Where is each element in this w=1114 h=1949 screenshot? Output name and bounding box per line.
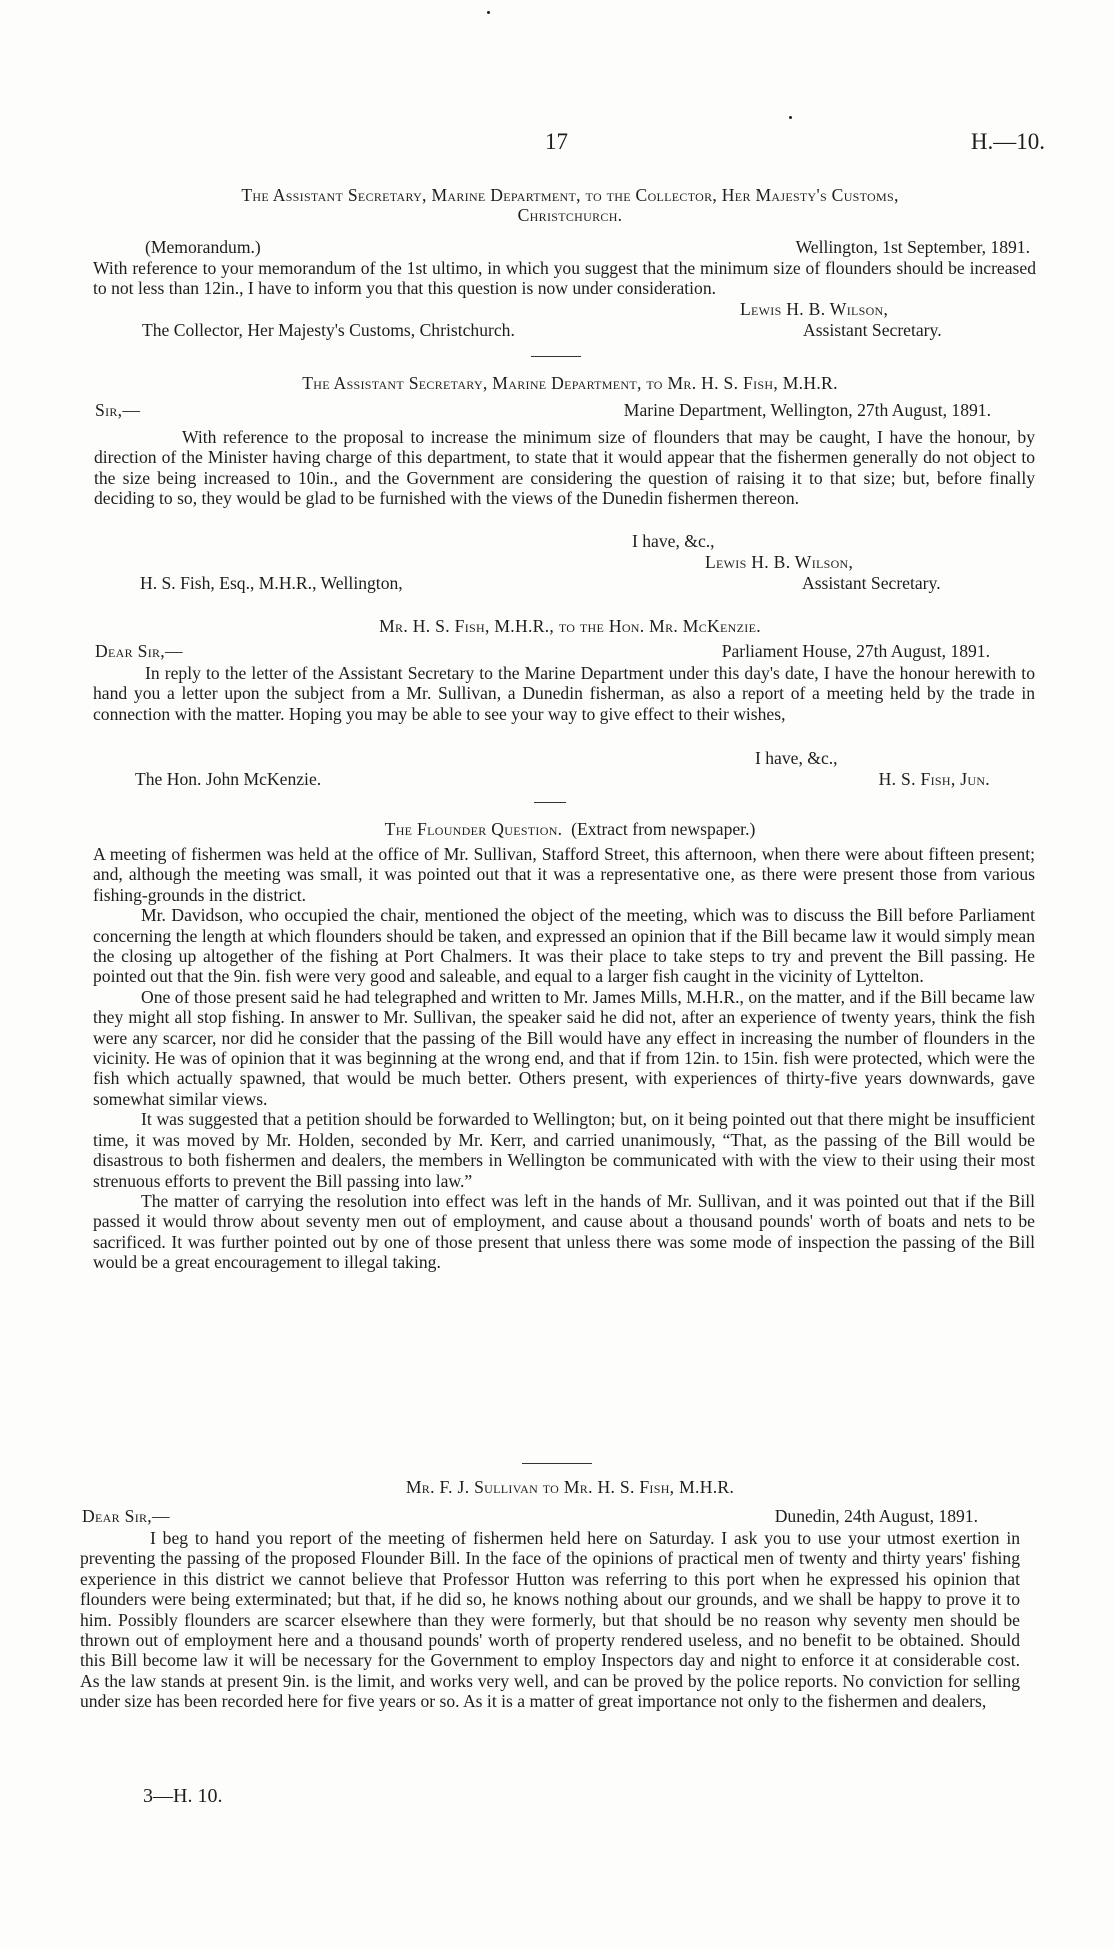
letter-signature: H. S. Fish, Jun.: [878, 769, 990, 789]
print-speck: [487, 11, 490, 14]
letter-body: I beg to hand you report of the meeting of fishermen held here on Saturday. I ask you to use your utmost exertion in preventing the passing of the proposed Flounder Bill. In the face of the opinions of practical men of twenty and thirty years' fishing experience in this district we cannot believe that Professor Hutton was referring to this port when he expressed his opinion that flounders were being exterminated; but that, if he did so, he knows nothing about our grounds, and we shall be happy to prove it to him. Possibly flounders are scarcer elsewhere than they were formerly, but that should be no reason why seventy men should be thrown out of employment here and a thousand pounds' worth of property rendered useless, and no benefit to be obtained. Should this Bill become law it will be necessary for the Government to employ Inspectors day and night to enforce it at considerable cost. As the law stands at present 9in. is the limit, and works very well, and can be proved by the police reports. No conviction for selling under size has been recorded here for five years or so. As it is a matter of great importance not only to the fishermen and dealers,: [80, 1528, 1020, 1712]
extract-paragraph: A meeting of fishermen was held at the office of Mr. Sullivan, Stafford Street, this afternoon, when there were about fifteen present; and, although the meeting was small, it was pointed out that it was a representative one, as there were present those from various fishing-grounds in the district.: [93, 844, 1035, 905]
letter-body: With reference to the proposal to increase the minimum size of flounders that may be caught, I have the honour, by direction of the Minister having charge of this department, to state that it would appear that the fishermen generally do not object to the size being increased to 10in., and the Government are considering the question of raising it to that size; but, before finally deciding to so, they would be glad to be furnished with the views of the Dunedin fishermen thereon.: [94, 427, 1035, 509]
letter-place-date: Dunedin, 24th August, 1891.: [774, 1506, 978, 1526]
letter-salutation: Dear Sir,—: [82, 1506, 170, 1526]
memo-place-date: Wellington, 1st September, 1891.: [795, 237, 1030, 257]
signature-mark: 3—H. 10.: [143, 1785, 223, 1807]
section-divider: [522, 1463, 592, 1464]
letter-closing: I have, &c.,: [755, 748, 838, 768]
letter-heading: Mr. H. S. Fish, M.H.R., to the Hon. Mr. McKenzie.: [379, 616, 761, 636]
extract-body: [93, 844, 1035, 1273]
letter-closing: I have, &c.,: [632, 531, 715, 551]
memo-signature: Lewis H. B. Wilson,: [740, 299, 889, 319]
memo-heading: The Assistant Secretary, Marine Department, to the Collector, Her Majesty's Customs, Christchurch.: [241, 185, 899, 226]
extract-paragraph: The matter of carrying the resolution into effect was left in the hands of Mr. Sullivan, and it was pointed out that if the Bill passed it would throw about seventy men out of employment, and cause about a thousand pounds' worth of boats and nets to be sacrificed. It was further pointed out by one of those present that unless there was some mode of inspection the passing of the Bill would be a great encouragement to illegal taking.: [93, 1190, 1035, 1273]
extract-heading: The Flounder Question. (Extract from newspaper.): [384, 819, 756, 839]
letter-place-date: Marine Department, Wellington, 27th August, 1891.: [623, 400, 991, 420]
letter-heading: The Assistant Secretary, Marine Department, to Mr. H. S. Fish, M.H.R.: [302, 373, 838, 393]
extract-paragraph: Mr. Davidson, who occupied the chair, mentioned the object of the meeting, which was to discuss the Bill before Parliament concerning the length at which flounders should be taken, and expressed an opinion that if the Bill became law it would simply mean the closing up altogether of the fishing at Port Chalmers. It was their place to take steps to try and prevent the Bill passing. He pointed out that the 9in. fish were very good and saleable, and equal to a larger fish caught in the vicinity of Lyttelton.: [93, 905, 1035, 987]
memo-addressee: The Collector, Her Majesty's Customs, Christchurch.: [142, 320, 515, 340]
letter-place-date: Parliament House, 27th August, 1891.: [721, 641, 990, 661]
section-divider: [534, 802, 566, 803]
letter-body: In reply to the letter of the Assistant Secretary to the Marine Department under this day's date, I have the honour herewith to hand you a letter upon the subject from a Mr. Sullivan, a Dunedin fisherman, as also a report of a meeting held by the trade in connection with the matter. Hoping you may be able to see your way to give effect to their wishes,: [93, 663, 1035, 724]
memo-type: (Memorandum.): [145, 237, 261, 257]
section-divider: [531, 356, 581, 357]
memo-body: With reference to your memorandum of the 1st ultimo, in which you suggest that the minimum size of flounders should be increased to not less than 12in., I have to inform you that this question is now under consideration.: [93, 258, 1036, 299]
letter-salutation: Dear Sir,—: [95, 641, 183, 661]
document-reference: H.—10.: [970, 129, 1045, 154]
letter-addressee: The Hon. John McKenzie.: [135, 769, 322, 789]
print-speck: [789, 116, 792, 119]
letter-signature-title: Assistant Secretary.: [802, 573, 941, 593]
letter-signature: Lewis H. B. Wilson,: [705, 552, 854, 572]
letter-addressee: H. S. Fish, Esq., M.H.R., Wellington,: [140, 573, 403, 593]
extract-paragraph: One of those present said he had telegraphed and written to Mr. James Mills, M.H.R., on the matter, and if the Bill became law they might all stop fishing. In answer to Mr. Sullivan, the speaker said he did not, after an experience of twenty years, think the fish were any scarcer, nor did he consider that the passing of the Bill would have any effect in increasing the number of flounders in the vicinity. He was of opinion that it was beginning at the wrong end, and that if from 12in. to 15in. fish were protected, which were the fish which actually spawned, that would be much better. Others present, with experiences of thirty-five years downwards, gave somewhat similar views.: [93, 986, 1035, 1109]
letter-heading: Mr. F. J. Sullivan to Mr. H. S. Fish, M.H.R.: [405, 1477, 735, 1497]
page-number: 17: [545, 129, 568, 154]
letter-salutation: Sir,—: [95, 400, 141, 420]
memo-signature-title: Assistant Secretary.: [803, 320, 942, 340]
extract-paragraph: It was suggested that a petition should be forwarded to Wellington; but, on it being pointed out that there might be insufficient time, it was moved by Mr. Holden, seconded by Mr. Kerr, and carried unanimously, “That, as the passing of the Bill would be disastrous to both fishermen and dealers, the members in Wellington be communicated with with the view to their using their most strenuous efforts to prevent the Bill passing into law.”: [93, 1109, 1035, 1191]
